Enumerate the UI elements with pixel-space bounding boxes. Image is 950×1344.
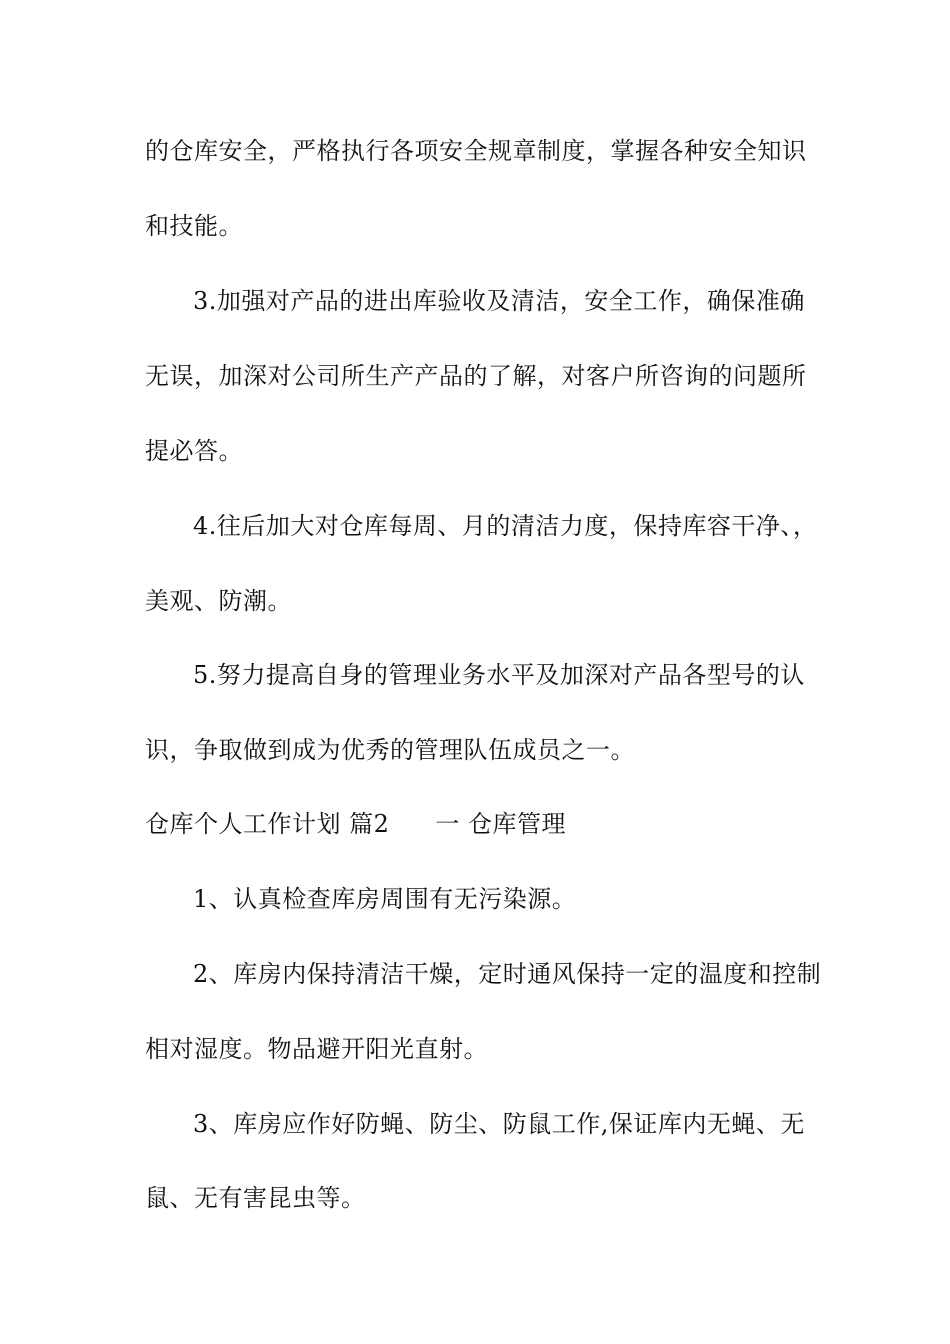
paragraph-line: 3.加强对产品的进出库验收及清洁，安全工作，确保准确 [193,287,805,315]
paragraph-line: 鼠、无有害昆虫等。 [145,1184,366,1212]
paragraph-line: 5.努力提高自身的管理业务水平及加深对产品各型号的认 [193,661,805,689]
paragraph-line: 美观、防潮。 [145,587,292,615]
paragraph-line: 2、库房内保持清洁干燥，定时通风保持一定的温度和控制 [193,960,822,988]
paragraph-line: 4.往后加大对仓库每周、月的清洁力度，保持库容干净、， [193,512,818,540]
paragraph-line: 相对湿度。物品避开阳光直射。 [145,1035,488,1063]
paragraph-line: 3、库房应作好防蝇、防尘、防鼠工作,保证库内无蝇、无 [193,1110,805,1138]
paragraph-line: 提必答。 [145,437,243,465]
heading-title: 仓库个人工作计划 篇2 [145,810,390,838]
section-heading [145,809,566,839]
paragraph-line: 识，争取做到成为优秀的管理队伍成员之一。 [145,736,635,764]
paragraph-line: 的仓库安全，严格执行各项安全规章制度，掌握各种安全知识 [145,137,807,165]
paragraph-line: 和技能。 [145,212,243,240]
paragraph-line: 无误，加深对公司所生产产品的了解，对客户所咨询的问题所 [145,362,807,390]
heading-section: 一 仓库管理 [435,810,567,838]
paragraph-line: 1、认真检查库房周围有无污染源。 [193,885,577,913]
